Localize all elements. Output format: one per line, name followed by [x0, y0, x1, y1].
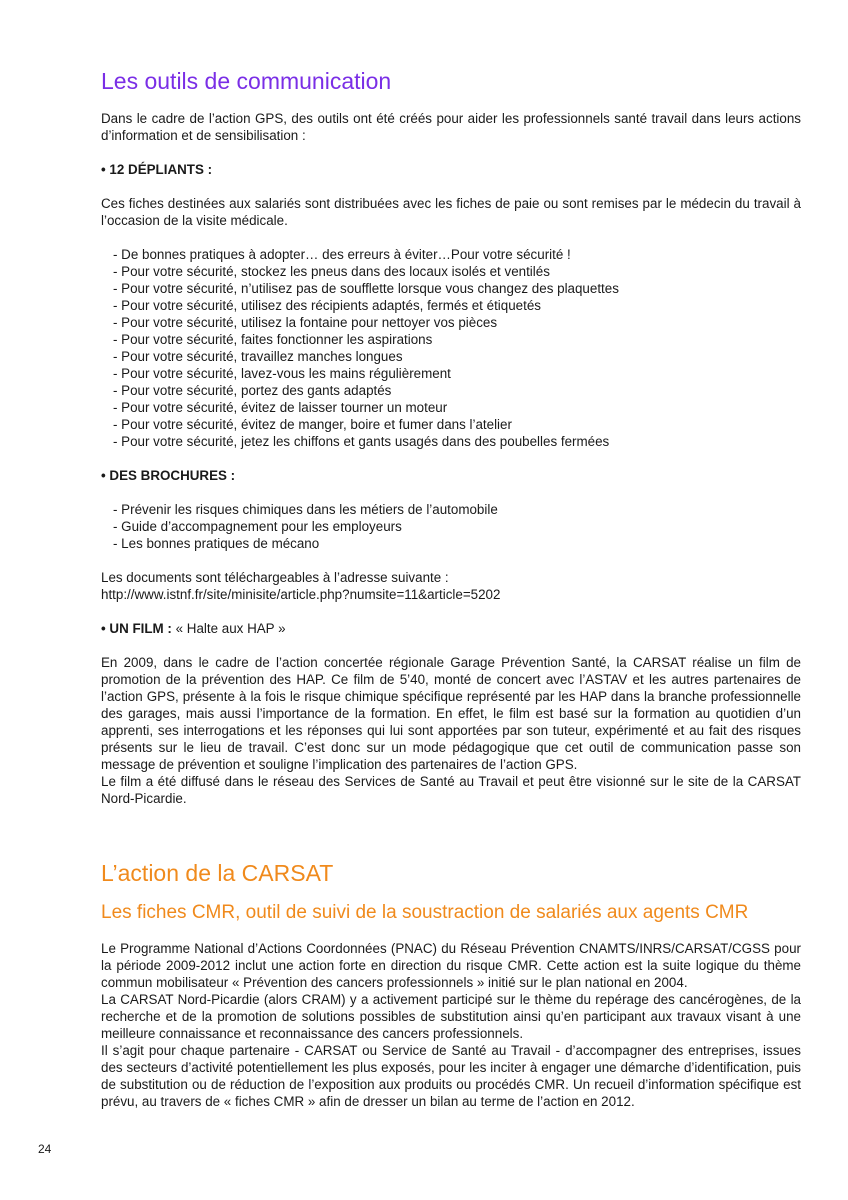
page-content	[101, 66, 801, 1110]
cmr-paragraph-2: La CARSAT Nord-Picardie (alors CRAM) y a activement participé sur le thème du repérage des cancérogènes, de la recherche et de la promotion de solutions possibles de substitution ainsi qu’en participant aux travaux visant à une meilleure connaissance et reconnaissance des cancers professionnels.	[101, 992, 801, 1041]
list-item: - De bonnes pratiques à adopter… des erreurs à éviter…Pour votre sécurité !	[113, 247, 571, 262]
list-item: - Prévenir les risques chimiques dans les métiers de l’automobile	[113, 502, 498, 517]
list-item: - Les bonnes pratiques de mécano	[113, 536, 320, 551]
list-item: - Pour votre sécurité, stockez les pneus dans des locaux isolés et ventilés	[113, 264, 550, 279]
film-paragraph: En 2009, dans le cadre de l’action concertée régionale Garage Prévention Santé, la CARSAT réalise un film de promotion de la prévention des HAP. Ce film de 5’40, monté de concert avec l’ASTAV et les autres partenaires de l’action GPS, présente à la fois le risque chimique spécifique représenté par les HAP dans la branche professionnelle des garages, mais aussi l’importance de la formation. En effet, le film est basé sur la formation au quotidien d’un apprenti, ses interrogations et les réponses qui lui sont apportées par son tuteur, expérimenté et au fait des risques présents sur le lieu de travail. C’est donc sur un mode pédagogique que cet outil de communication passe son message de prévention et souligne l’implication des partenaires de l’action GPS.	[101, 655, 801, 772]
film-heading-label: • UN FILM :	[101, 621, 172, 636]
download-text: Les documents sont téléchargeables à l’adresse suivante :	[101, 570, 449, 585]
brochures-list	[101, 501, 801, 552]
page-number: 24	[38, 1142, 52, 1156]
list-item: - Pour votre sécurité, portez des gants adaptés	[113, 383, 392, 398]
depliants-heading: • 12 DÉPLIANTS :	[101, 162, 213, 177]
brochures-heading: • DES BROCHURES :	[101, 468, 236, 483]
download-url[interactable]: http://www.istnf.fr/site/minisite/article.php?numsite=11&article=5202	[101, 587, 501, 602]
cmr-paragraph-3: Il s’agit pour chaque partenaire - CARSAT ou Service de Santé au Travail - d’accompagner des entreprises, issues des secteurs d’activité potentiellement les plus exposés, pour les inciter à engager une démarche d’identification, puis de substitution ou de réduction de l’exposition aux produits ou procédés CMR. Un recueil d’information spécifique est prévu, au travers de « fiches CMR » afin de dresser un bilan au terme de l’action en 2012.	[101, 1043, 801, 1109]
list-item: - Pour votre sécurité, lavez-vous les mains régulièrement	[113, 366, 451, 381]
list-item: - Pour votre sécurité, jetez les chiffons et gants usagés dans des poubelles fermées	[113, 434, 610, 449]
list-item: - Pour votre sécurité, travaillez manches longues	[113, 349, 403, 364]
list-item: - Pour votre sécurité, évitez de laisser tourner un moteur	[113, 400, 448, 415]
depliants-paragraph: Ces fiches destinées aux salariés sont distribuées avec les fiches de paie ou sont remises par le médecin du travail à l’occasion de la visite médicale.	[101, 196, 801, 228]
film-title: « Halte aux HAP »	[171, 621, 286, 636]
list-item: - Pour votre sécurité, utilisez la fontaine pour nettoyer vos pièces	[113, 315, 498, 330]
film-heading	[101, 620, 801, 637]
cmr-paragraph-1: Le Programme National d’Actions Coordonnées (PNAC) du Réseau Prévention CNAMTS/INRS/CARSAT/CGSS pour la période 2009-2012 inclut une action forte en direction du risque CMR. Cette action est la suite logique du thème commun mobilisateur « Prévention des cancers professionnels » initié sur le plan national en 2004.	[101, 941, 801, 990]
list-item: - Pour votre sécurité, utilisez des récipients adaptés, fermés et étiquetés	[113, 298, 541, 313]
section-subtitle-cmr: Les fiches CMR, outil de suivi de la soustraction de salariés aux agents CMR	[101, 902, 749, 923]
list-item: - Guide d’accompagnement pour les employeurs	[113, 519, 402, 534]
section-title-communication: Les outils de communication	[101, 68, 392, 94]
section-title-carsat: L’action de la CARSAT	[101, 860, 334, 886]
depliants-list	[101, 246, 801, 450]
list-item: - Pour votre sécurité, évitez de manger, boire et fumer dans l’atelier	[113, 417, 512, 432]
list-item: - Pour votre sécurité, faites fonctionner les aspirations	[113, 332, 433, 347]
intro-paragraph: Dans le cadre de l’action GPS, des outils ont été créés pour aider les professionnels santé travail dans leurs actions d’information et de sensibilisation :	[101, 111, 801, 143]
film-paragraph-2: Le film a été diffusé dans le réseau des Services de Santé au Travail et peut être visionné sur le site de la CARSAT Nord-Picardie.	[101, 774, 801, 806]
list-item: - Pour votre sécurité, n’utilisez pas de soufflette lorsque vous changez des plaquettes	[113, 281, 619, 296]
